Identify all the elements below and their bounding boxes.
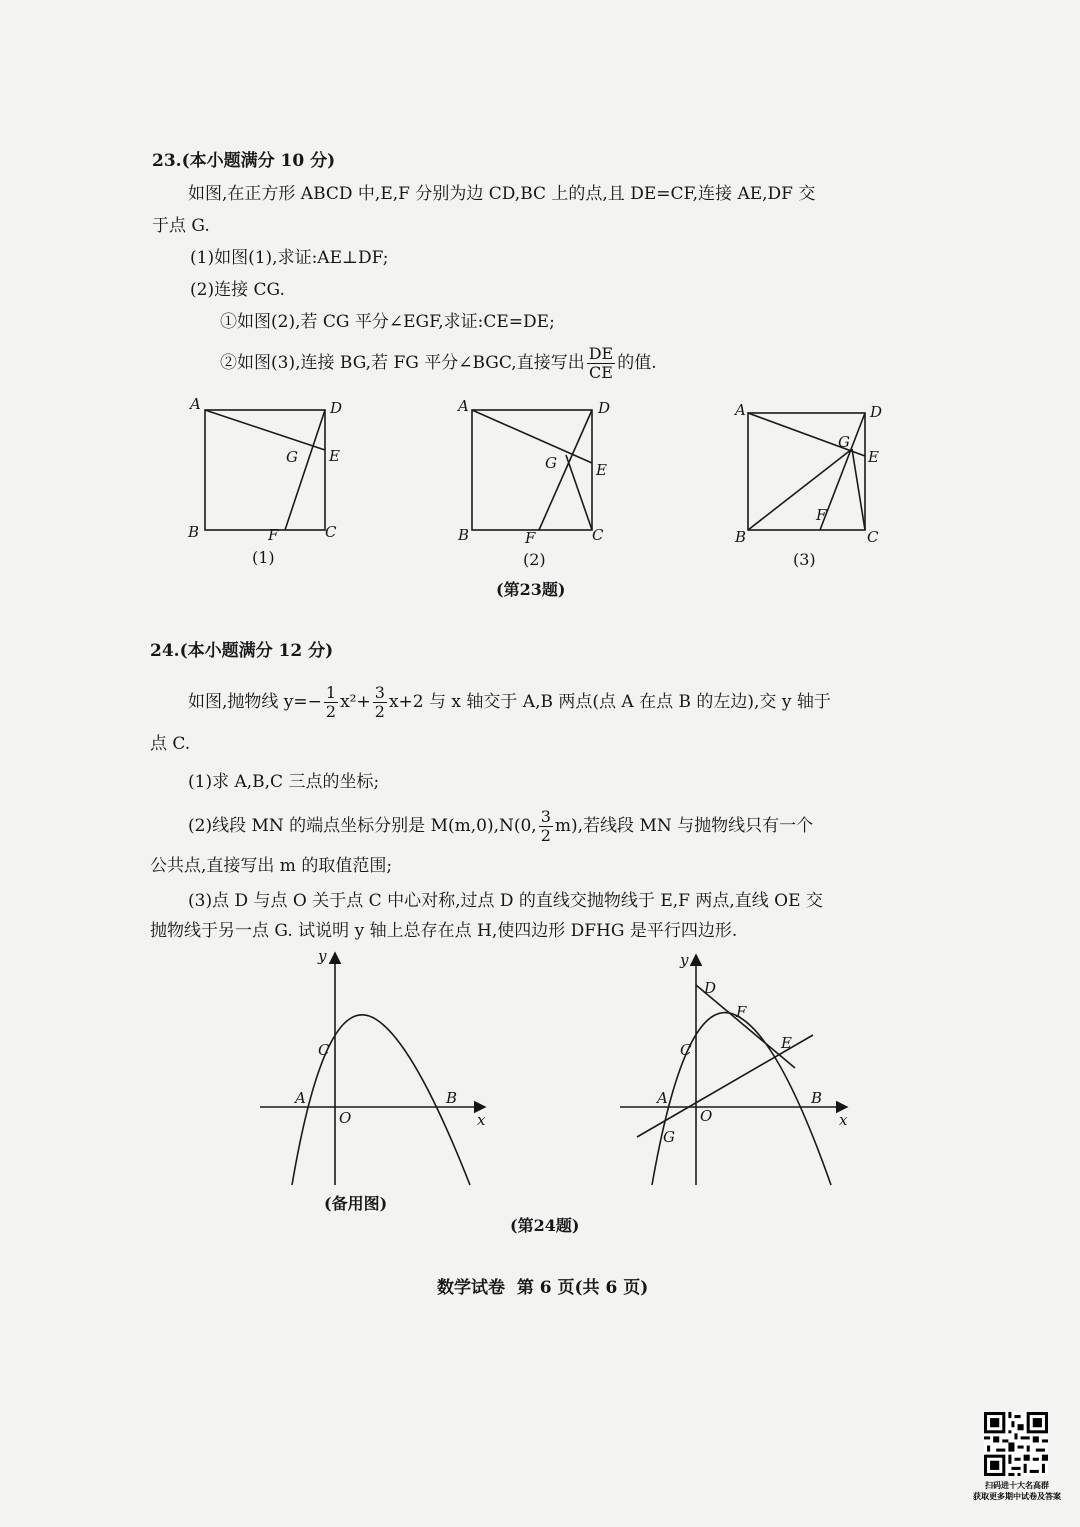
fig3-label-e: E	[868, 448, 879, 466]
fraction-denominator: 2	[325, 702, 337, 721]
fraction-numerator: 1	[325, 683, 337, 702]
point-a-label: A	[295, 1089, 306, 1107]
q24-backup-figure	[255, 945, 505, 1195]
q23-fig1-label: (1)	[252, 548, 275, 567]
fraction-numerator: 3	[540, 807, 551, 826]
page-footer: 数学试卷 第 6 页(共 6 页)	[437, 1278, 649, 1298]
fig3-label-g: G	[838, 433, 850, 451]
q23-caption: (第23题)	[496, 580, 566, 599]
q24-part3-line1: (3)点 D 与点 O 关于点 C 中心对称,过点 D 的直线交抛物线于 E,F 两点,直线 OE 交	[188, 891, 823, 911]
q23-part2b	[220, 345, 657, 382]
q24-main-figure	[615, 945, 865, 1195]
point-g-label: G	[663, 1128, 675, 1146]
fig2-label-f: F	[525, 529, 536, 547]
point-c-label: C	[318, 1041, 330, 1059]
fig1-label-a: A	[190, 395, 201, 413]
line-def	[696, 985, 795, 1068]
q24-part2-prefix: (2)线段 MN 的端点坐标分别是 M(m,0),N(0,	[188, 816, 537, 836]
point-b-label: B	[446, 1089, 458, 1107]
qr-caption-line2: 获取更多期中试卷及答案	[973, 1492, 1061, 1501]
q23-part2b-prefix: ②如图(3),连接 BG,若 FG 平分∠BGC,直接写出	[220, 353, 585, 373]
point-a-label: A	[657, 1089, 668, 1107]
x-axis-label: x	[839, 1111, 848, 1129]
x-axis-label: x	[477, 1111, 486, 1129]
fig1-label-c: C	[325, 523, 337, 541]
fraction-de-ce	[587, 345, 616, 382]
qr-caption-line1: 扫码进十大名高群	[985, 1481, 1049, 1490]
fig1-square	[205, 410, 325, 530]
fig1-label-f: F	[268, 526, 279, 544]
fraction-denominator: 2	[540, 826, 551, 845]
qr-caption	[962, 1480, 1072, 1502]
fig2-segment-cg	[566, 455, 592, 530]
fig2-label-c: C	[592, 526, 604, 544]
q24-part2	[188, 808, 813, 845]
fig3-label-a: A	[735, 401, 746, 419]
fig1-segment-ae	[205, 410, 325, 450]
fig2-square	[472, 410, 592, 530]
q24-heading: 24.(本小题满分 12 分)	[150, 641, 334, 661]
fig3-square	[748, 413, 865, 530]
fig1-label-e: E	[329, 447, 340, 465]
q24-text-line2: 点 C.	[150, 734, 191, 754]
point-b-label: B	[811, 1089, 823, 1107]
q24-part2-line2: 公共点,直接写出 m 的取值范围;	[150, 856, 393, 876]
q24-part2-suffix: m),若线段 MN 与抛物线只有一个	[554, 816, 814, 836]
q23-text-line2: 于点 G.	[152, 216, 210, 236]
fig1-label-g: G	[286, 448, 298, 466]
fig1-segment-df	[285, 410, 325, 530]
origin-label: O	[339, 1109, 352, 1127]
fig2-label-g: G	[545, 454, 557, 472]
fig3-label-c: C	[867, 528, 879, 546]
fig2-segment-ae	[472, 410, 592, 463]
q24-line1-suffix: x+2 与 x 轴交于 A,B 两点(点 A 在点 B 的左边),交 y 轴于	[388, 692, 831, 712]
point-d-label: D	[704, 979, 717, 997]
fig2-label-a: A	[458, 397, 469, 415]
point-c-label: C	[680, 1041, 692, 1059]
q24-backup-label: (备用图)	[324, 1194, 388, 1213]
q23-fig3-label: (3)	[793, 550, 816, 569]
origin-label: O	[700, 1107, 713, 1125]
q24-line1-prefix: 如图,抛物线 y=−	[188, 692, 322, 712]
fig1-label-b: B	[188, 523, 200, 541]
fraction-one-half	[324, 684, 338, 721]
q24-part1: (1)求 A,B,C 三点的坐标;	[188, 772, 380, 792]
qr-code-icon	[984, 1412, 1048, 1476]
q23-fig2-label: (2)	[523, 550, 546, 569]
q23-text-line1: 如图,在正方形 ABCD 中,E,F 分别为边 CD,BC 上的点,且 DE=CF,连接 AE,DF 交	[188, 184, 816, 204]
fig1-label-d: D	[330, 399, 343, 417]
fig2-label-b: B	[458, 526, 470, 544]
point-f-label: F	[736, 1003, 747, 1021]
fig3-segment-df	[820, 413, 865, 530]
q24-part3-line2: 抛物线于另一点 G. 试说明 y 轴上总存在点 H,使四边形 DFHG 是平行四边形.	[150, 921, 738, 941]
fraction-denominator: CE	[589, 363, 613, 382]
fraction-numerator: DE	[588, 344, 614, 363]
parabola-curve	[652, 1013, 831, 1185]
q23-heading: 23.(本小题满分 10 分)	[152, 151, 336, 171]
fraction-numerator: 3	[374, 683, 385, 702]
q24-line1-middle: x²+	[340, 692, 371, 712]
q24-caption: (第24题)	[510, 1216, 580, 1235]
fig2-label-d: D	[598, 399, 611, 417]
q24-text-line1	[188, 684, 831, 721]
fig3-label-b: B	[735, 528, 747, 546]
y-axis-label: y	[680, 951, 689, 969]
q23-part2a: ①如图(2),若 CG 平分∠EGF,求证:CE=DE;	[220, 312, 555, 332]
q23-part1: (1)如图(1),求证:AE⊥DF;	[190, 248, 389, 268]
q23-part2: (2)连接 CG.	[190, 280, 285, 300]
fraction-three-halves	[373, 684, 387, 721]
fig3-label-f: F	[816, 506, 827, 524]
fig3-label-d: D	[870, 403, 883, 421]
fig3-segment-cg	[852, 449, 865, 530]
fraction-denominator: 2	[374, 702, 385, 721]
fig2-label-e: E	[596, 461, 607, 479]
fraction-three-halves	[539, 808, 553, 845]
q23-part2b-suffix: 的值.	[617, 353, 657, 373]
point-e-label: E	[781, 1034, 792, 1052]
y-axis-label: y	[318, 947, 327, 965]
